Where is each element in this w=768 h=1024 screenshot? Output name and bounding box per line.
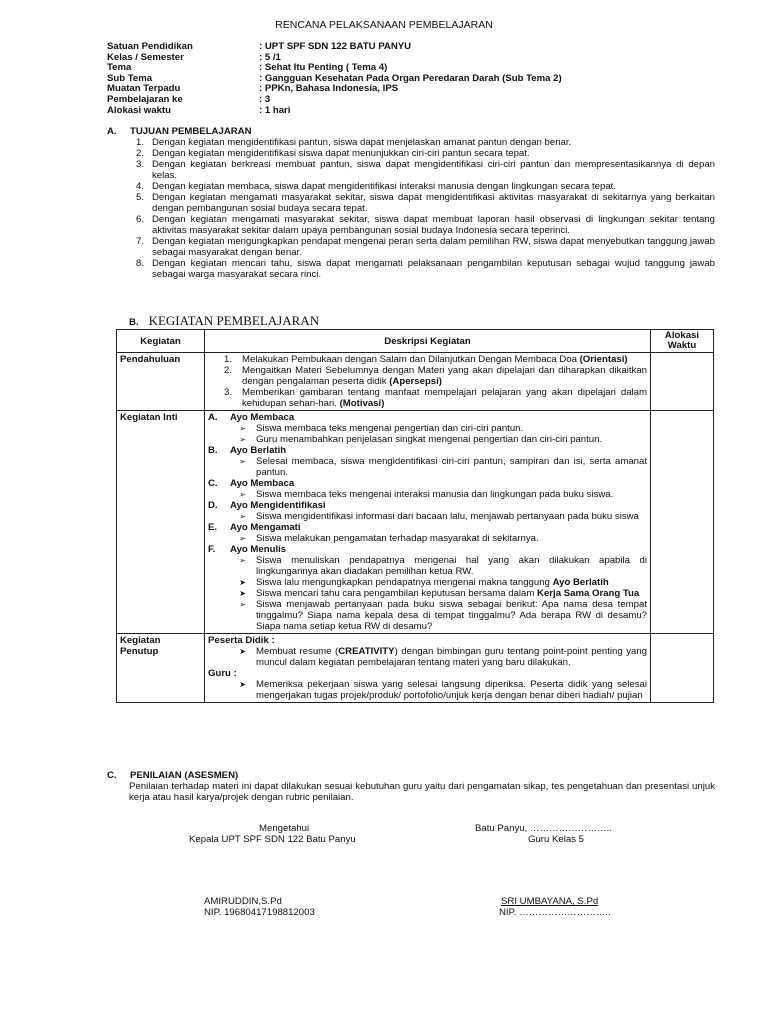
- inti-group-title: Ayo Mengidentifikasi: [230, 500, 326, 511]
- tujuan-item: [107, 137, 715, 148]
- section-c-title: PENILAIAN (ASESMEN): [130, 770, 239, 781]
- sig-left-line2: Kepala UPT SPF SDN 122 Batu Panyu: [189, 834, 356, 845]
- inti-group-letter: D.: [208, 500, 218, 511]
- info-label: Alokasi waktu: [107, 104, 171, 116]
- inti-group-title: Ayo Berlatih: [230, 445, 287, 456]
- row-penutup: [117, 634, 714, 703]
- guru-text: Memeriksa pekerjaan siswa yang selesai langsung diperiksa. Peserta didik yang selesai mengerjakan tugas projek/produk/ portofolio/unjuk kerja dengan benar diberi hadiah/ pujian: [256, 679, 647, 701]
- tujuan-number: 8.: [135, 258, 144, 269]
- arrow-outline-icon: ➢: [239, 435, 246, 444]
- info-label: Muatan Terpadu: [107, 83, 181, 95]
- info-row: [107, 106, 562, 117]
- tujuan-item: [107, 181, 715, 192]
- tujuan-number: 4.: [135, 181, 144, 192]
- tujuan-text: Dengan kegiatan mengungkapkan pendapat mengenai peran serta dalam pemilihan RW, siswa dapat menyebutkan tanggung jawab sebagai masyarakat dengan benar.: [152, 236, 715, 258]
- tujuan-list: [107, 137, 715, 280]
- inti-group-heading: [208, 544, 647, 555]
- inti-group-title: Ayo Menulis: [230, 544, 287, 555]
- tujuan-item: [107, 159, 715, 181]
- guru-label: Guru :: [208, 668, 237, 679]
- tujuan-number: 7.: [135, 236, 144, 247]
- inti-extra-item: [208, 577, 647, 588]
- info-value: : 5 /1: [259, 51, 281, 63]
- info-label: Kelas / Semester: [107, 51, 184, 63]
- peserta-text-bold: CREATIVITY: [338, 646, 395, 657]
- inti-item: [208, 489, 647, 500]
- pendahuluan-text: Memberikan gambaran tentang manfaat mempelajari pelajaran yang akan dipelajari dalam kehidupan sehari-hari.: [242, 387, 647, 409]
- inti-group-heading: [208, 445, 647, 456]
- inti-extra-bold: Kerja Sama Orang Tua: [537, 588, 640, 599]
- inti-item-text: Siswa mengidentifikasi informasi dari bacaan lalu, menjawab pertanyaan pada buku siswa: [256, 511, 639, 522]
- inti-extra-item: [208, 599, 647, 632]
- inti-item-text: Selesai membaca, siswa mengidentifikasi ciri-ciri pantun, sampiran dan isi, serta amanat pantun.: [256, 456, 647, 478]
- inti-group-letter: C.: [208, 478, 218, 489]
- inti-group-letter: A.: [208, 412, 218, 423]
- row-pendahuluan: [117, 353, 714, 411]
- inti-item: [208, 456, 647, 478]
- sig-right-name: SRI UMBAYANA, S.Pd: [501, 896, 599, 907]
- sig-right-nip: NIP. ………………………..: [499, 907, 611, 918]
- info-label: Satuan Pendidikan: [107, 41, 193, 52]
- penutup-label: Kegiatan Penutup: [117, 634, 205, 703]
- info-value: : Sehat Itu Penting ( Tema 4): [259, 62, 388, 74]
- tujuan-text: Dengan kegiatan berkreasi membuat pantun, siswa dapat mengidentifikasi ciri-ciri pantun dan mempresentasikannya di depan kelas.: [152, 159, 715, 181]
- inti-label: Kegiatan Inti: [117, 411, 205, 634]
- inti-time: [651, 411, 714, 634]
- tujuan-number: 1.: [135, 137, 144, 148]
- sig-left-name: AMIRUDDIN,S.Pd: [204, 896, 282, 907]
- pendahuluan-item: [208, 387, 647, 409]
- info-value: : PPKn, Bahasa Indonesia, IPS: [259, 83, 399, 95]
- arrow-outline-icon: ➢: [239, 556, 246, 565]
- peserta-label: Peserta Didik :: [208, 635, 275, 646]
- header-deskripsi: Deskripsi Kegiatan: [205, 330, 651, 353]
- tujuan-text: Dengan kegiatan mengamati masyarakat sekitar, siswa dapat membuat laporan hasil observasi di lingkungan sekitar tentang aktivitas masyarakat sekitar dalam upaya pembangunan sosial budaya Indonesia secara teperinci.: [152, 214, 715, 236]
- inti-group-title: Ayo Mengamati: [230, 522, 301, 533]
- inti-group-heading: [208, 522, 647, 533]
- tujuan-item: [107, 214, 715, 236]
- inti-item: [208, 533, 647, 544]
- pendahuluan-label: Pendahuluan: [117, 353, 205, 411]
- tujuan-text: Dengan kegiatan membaca, siswa dapat mengidentifikasi interaksi manusia dengan lingkungan secara tepat.: [152, 181, 616, 192]
- sig-left-nip: NIP. 19680417198812003: [204, 907, 315, 918]
- info-value: : 3: [259, 93, 271, 105]
- arrow-outline-icon: ➢: [239, 512, 246, 521]
- inti-item-text: Siswa membaca teks mengenai pengertian dan ciri-ciri pantun.: [256, 423, 524, 434]
- peserta-item: [208, 646, 647, 668]
- inti-extra-text-wrap: [256, 577, 647, 588]
- info-value: : Gangguan Kesehatan Pada Organ Peredaran Darah (Sub Tema 2): [259, 72, 562, 84]
- section-a-heading: [107, 126, 715, 137]
- inti-group-letter: B.: [208, 445, 218, 456]
- inti-item-text: Siswa melakukan pengamatan terhadap masyarakat di sekitarnya.: [256, 533, 539, 544]
- inti-extra-text-wrap: [256, 588, 647, 599]
- inti-group-heading: [208, 500, 647, 511]
- inti-group-letter: E.: [208, 522, 218, 533]
- pendahuluan-time: [651, 353, 714, 411]
- tujuan-number: 6.: [135, 214, 144, 225]
- section-b-number: B.: [129, 317, 139, 328]
- tujuan-number: 2.: [135, 148, 144, 159]
- identity-block: [107, 42, 562, 116]
- header-kegiatan: Kegiatan: [117, 330, 205, 353]
- section-c-body: Penilaian terhadap materi ini dapat dilakukan sesuai kebutuhan guru yaitu dari pengamatan sikap, tes pengetahuan dan presentasi unjuk kerja atau hasil karya/projek dengan rubric penilaian.: [129, 781, 715, 803]
- pendahuluan-tag: (Apersepsi): [389, 376, 442, 387]
- pendahuluan-text-wrap: [242, 387, 647, 409]
- row-inti: [117, 411, 714, 634]
- info-value: : 1 hari: [259, 104, 291, 116]
- section-c-heading: [107, 770, 715, 781]
- info-row: [107, 42, 562, 53]
- pendahuluan-item: [208, 365, 647, 387]
- inti-extra-text: Siswa mencari tahu cara pengambilan keputusan bersama dalam: [256, 588, 538, 599]
- arrow-icon: ➤: [239, 647, 246, 656]
- guru-item: [208, 679, 647, 701]
- inti-group-title: Ayo Membaca: [230, 412, 295, 423]
- sig-left-line1: Mengetahui: [259, 823, 310, 834]
- inti-extra-item: [208, 588, 647, 599]
- tujuan-text: Dengan kegiatan mengamati masyarakat sekitar, siswa dapat mengidentifikasi aktivitas masyarakat di sekitarnya yang berkaitan dengan pembangunan sosial budaya secara tepat.: [152, 192, 715, 214]
- section-a-number: A.: [107, 126, 117, 137]
- inti-group-heading: [208, 478, 647, 489]
- tujuan-text: Dengan kegiatan mengidentifikasi siswa dapat menunjukkan ciri-ciri pantun secara tepat.: [152, 148, 530, 159]
- section-a-title: TUJUAN PEMBELAJARAN: [130, 126, 252, 137]
- penutup-desc: [205, 634, 651, 703]
- pendahuluan-text: Melakukan Pembukaan dengan Salam dan Dilanjutkan Dengan Membaca Doa: [242, 354, 580, 365]
- pendahuluan-number: 3.: [223, 387, 232, 398]
- inti-extra-text-wrap: [256, 599, 647, 632]
- kegiatan-table: [116, 329, 714, 703]
- section-c-number: C.: [107, 770, 117, 781]
- tujuan-item: [107, 236, 715, 258]
- inti-extra-text: Siswa menjawab pertanyaan pada buku siswa sebagai berikut: Apa nama desa tempat tinggalmu? Siapa nama kepala desa di tempat tinggalmu? Ada berapa RW di desamu? Siapa nama setiap ketua RW di desamu?: [256, 599, 647, 632]
- info-label: Tema: [107, 62, 132, 74]
- info-value: : UPT SPF SDN 122 BATU PANYU: [259, 41, 412, 52]
- tujuan-item: [107, 258, 715, 280]
- table-header-row: [117, 330, 714, 353]
- inti-extra-bold: Ayo Berlatih: [552, 577, 609, 588]
- peserta-text-pre: Membuat resume (: [256, 646, 339, 657]
- pendahuluan-tag: (Orientasi): [579, 354, 628, 365]
- tujuan-item: [107, 192, 715, 214]
- arrow-icon: ➢: [239, 600, 246, 609]
- arrow-icon: ➤: [239, 680, 246, 689]
- penutup-time: [651, 634, 714, 703]
- section-tujuan: [107, 126, 715, 280]
- inti-group-letter: F.: [208, 544, 216, 555]
- header-alokasi: Alokasi Waktu: [651, 330, 714, 353]
- inti-extra-text: Siswa lalu mengungkapkan pendapatnya mengenai makna tanggung: [256, 577, 553, 588]
- tujuan-item: [107, 148, 715, 159]
- peserta-text-post: ) dengan bimbingan guru tentang point-point penting yang muncul dalam kegiatan pembelajaran tentang materi yang baru dilakukan.: [256, 646, 647, 668]
- inti-group-title: Ayo Membaca: [230, 478, 295, 489]
- info-label: Pembelajaran ke: [107, 93, 183, 105]
- pendahuluan-number: 1.: [223, 354, 232, 365]
- inti-item-text: Guru menambahkan penjelasan singkat mengenai pengertian dan ciri-ciri pantun.: [256, 434, 603, 445]
- arrow-outline-icon: ➢: [239, 457, 246, 466]
- pendahuluan-text-wrap: [242, 365, 647, 387]
- section-penilaian: [107, 770, 715, 803]
- inti-item: [208, 555, 647, 577]
- sig-right-line2: Guru Kelas 5: [528, 834, 584, 845]
- sig-right-line1: Batu Panyu, ……………………..: [475, 823, 613, 834]
- section-b-heading: [129, 315, 319, 328]
- inti-group-heading: [208, 412, 647, 423]
- info-row: [107, 95, 562, 106]
- pendahuluan-text: Mengaitkan Materi Sebelumnya dengan Materi yang akan dipelajari dan diharapkan dikaitkan dengan pengalaman peserta didik: [242, 365, 647, 387]
- pendahuluan-tag: (Motivasi): [339, 398, 385, 409]
- pendahuluan-item: [208, 354, 647, 365]
- document-title: RENCANA PELAKSANAAN PEMBELAJARAN: [275, 19, 493, 31]
- arrow-icon: ➤: [239, 578, 246, 587]
- arrow-icon: ➤: [239, 589, 246, 598]
- tujuan-text: Dengan kegiatan mencari tahu, siswa dapat mengamati pelaksanaan pengambilan keputusan sebagai wujud tanggung jawab sebagai warga masyarakat secara rinci.: [152, 258, 715, 280]
- inti-item: [208, 434, 647, 445]
- tujuan-number: 3.: [135, 159, 144, 170]
- pendahuluan-desc: [205, 353, 651, 411]
- section-b-title: KEGIATAN PEMBELAJARAN: [148, 313, 320, 328]
- pendahuluan-text-wrap: [242, 354, 647, 365]
- tujuan-number: 5.: [135, 192, 144, 203]
- arrow-outline-icon: ➢: [239, 424, 246, 433]
- inti-item: [208, 423, 647, 434]
- pendahuluan-number: 2.: [223, 365, 232, 376]
- arrow-outline-icon: ➢: [239, 534, 246, 543]
- info-label: Sub Tema: [107, 72, 153, 84]
- tujuan-text: Dengan kegiatan mengidentifikasi pantun, siswa dapat menjelaskan amanat pantun dengan benar.: [152, 137, 572, 148]
- inti-item: [208, 511, 647, 522]
- inti-item-text: Siswa menuliskan pendapatnya mengenai hal yang akan dilakukan apabila di lingkungannya akan diadakan pemilihan ketua RW.: [256, 555, 647, 577]
- inti-desc: [205, 411, 651, 634]
- inti-item-text: Siswa membaca teks mengenai interaksi manusia dan lingkungan pada buku siswa.: [256, 489, 614, 500]
- arrow-outline-icon: ➢: [239, 490, 246, 499]
